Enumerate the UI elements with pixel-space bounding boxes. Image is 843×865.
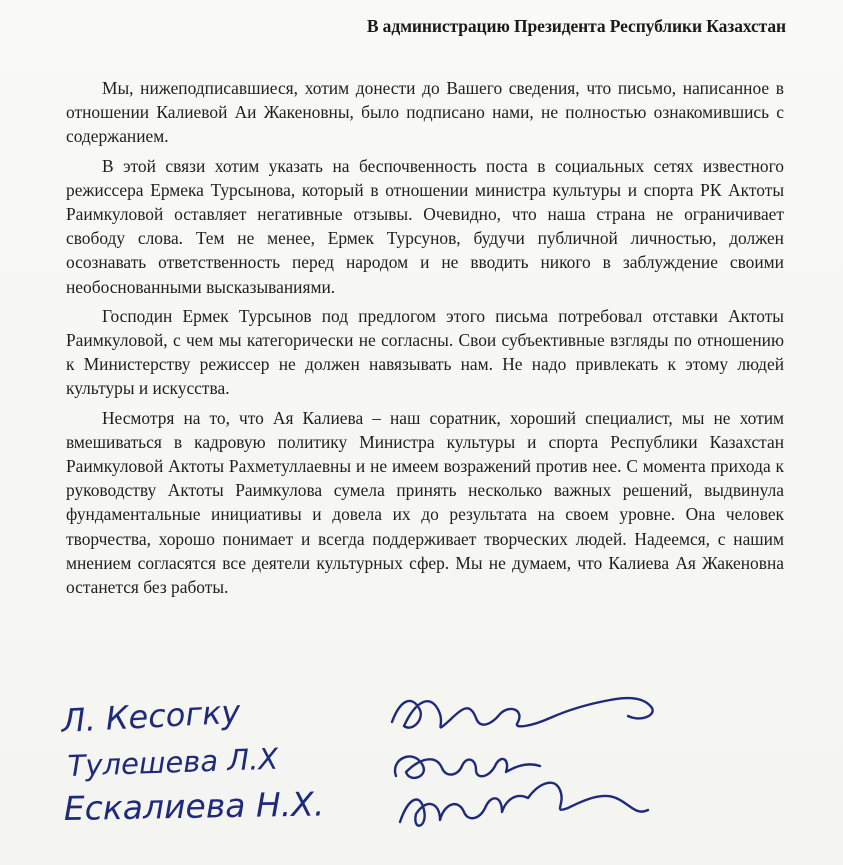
paragraph-2: В этой связи хотим указать на беспочвенность поста в социальных сетях известного режиссера Ермека Турсынова, который в отношении министра культуры и спорта РК Актоты Раимкуловой оставляет негативные отзывы. Очевидно, что наша страна не ограничивает свободу слова. Тем не менее, Ермек Турсунов, будучи публичной личностью, должен осознавать ответственность перед народом и не вводить никого в заблуждение своими необоснованными высказываниями. [66,155,784,297]
paragraph-3: Господин Ермек Турсынов под предлогом этого письма потребовал отставки Актоты Раимкуловой, с чем мы категорически не согласны. Свои субъективные взгляды по отношению к Министерству режиссер не должен навязывать нам. Не надо привлекать к этому людей культуры и искусства. [66,305,784,399]
signer-name-3: Ескалиева Н.Х. [63,784,325,828]
signatures-svg [40,680,740,855]
signer-name-1: Л. Кесогку [60,692,242,740]
letter-body [66,76,784,604]
signature-mark-3 [400,783,648,826]
paragraph-1: Мы, нижеподписавшиеся, хотим донести до Вашего сведения, что письмо, написанное в отношении Калиевой Аи Жакеновны, было подписано нами, не полностью ознакомившись с содержанием. [66,78,784,147]
paragraph-4: Несмотря на то, что Ая Калиева – наш соратник, хороший специалист, мы не хотим вмешиваться в кадровую политику Министра культуры и спорта Республики Казахстан Раимкуловой Актоты Рахметуллаевны и не имеем возражений против нее. С момента прихода к руководству Актоты Раимкулова сумела принять несколько важных решений, выдвинула фундаментальные инициативы и довела их до результата на своем уровне. Она человек творчества, хорошо понимает и всегда поддерживает творческих людей. Надеемся, с нашим мнением согласятся все деятели культурных сфер. Мы не думаем, что Калиева Ая Жакеновна останется без работы. [66,407,784,598]
letter-heading: В администрацию Президента Республики Казахстан [366,16,786,36]
signer-name-2: Тулешева Л.Х [67,741,279,783]
signature-mark-1 [392,698,653,728]
signature-mark-2 [395,756,540,777]
signature-block [40,680,740,855]
